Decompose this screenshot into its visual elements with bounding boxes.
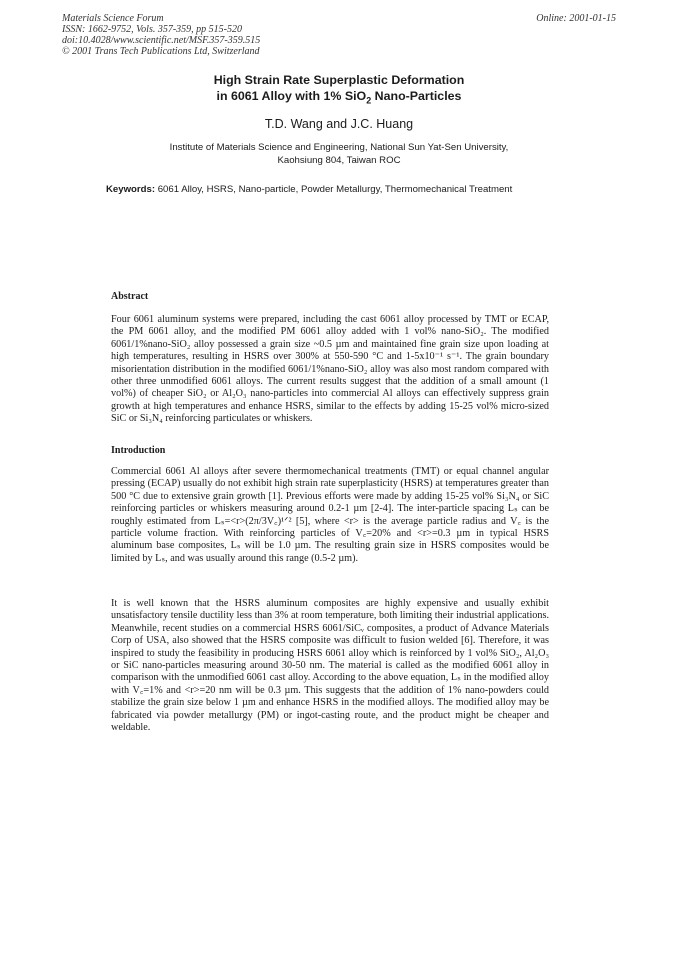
introduction-paragraph-2: It is well known that the HSRS aluminum composites are highly expensive and usually exhibit unsatisfactory tensile ductility less than 3% at room temperature, both limiting their industrial applications. Meanwhile, recent studies on a commercial HSRS 6061/SiCᵥ composites, a product of Advance Materials Corp of USA, also showed that the HSRS composite was difficult to fusion welded [6]. Therefore, it was inspired to study the feasibility in producing HSRS 6061 alloy which is reinforced by 1 vol% SiO₂, Al₂O₃ or SiC nano-particles measuring around 30-50 nm. The material is called as the modified 6061 alloy in comparison with the unmodified 6061 cast alloy. According to the above equation, Lₛ in the modified alloy with V꜀=1% and <r>=20 nm will be 0.3 µm. This suggests that the addition of 1% nano-powders could stabilize the grain size below 1 µm and enhance HSRS in the modified alloys. The modified alloy may be fabricated via powder metallurgy (PM) or ingot-casting route, and the product might be cheaper and weldable.	[111, 598, 549, 734]
journal-name: Materials Science Forum	[62, 13, 164, 24]
abstract-heading: Abstract	[111, 291, 149, 302]
issn-line: ISSN: 1662-9752, Vols. 357-359, pp 515-520	[62, 24, 242, 35]
paper-title	[0, 72, 678, 104]
journal-header	[62, 13, 260, 57]
affiliation	[0, 141, 678, 167]
keywords	[106, 184, 576, 195]
title-line-1: High Strain Rate Superplastic Deformation	[213, 73, 465, 87]
introduction-heading: Introduction	[111, 445, 166, 456]
introduction-paragraph-1: Commercial 6061 Al alloys after severe thermomechanical treatments (TMT) or equal channel angular pressing (ECAP) usually do not exhibit high strain rate superplasticity (HSRS) at temperatures greater than 500 °C due to extensive grain growth [1]. Previous efforts were made by adding 15-25 vol% Si₃N₄ or SiC reinforcing particles or whiskers measuring around 0.2-1 µm [2-4]. The inter-particle spacing Lₛ can be roughly estimated from Lₛ=<r>(2π/3V꜀)¹ᐟ² [5], where <r> is the average particle radius and V꜀ is the particle volume fraction. With reinforcing particles of V꜀=20% and <r>=0.3 µm in typical HSRS aluminum base composites, Lₛ will be 1.0 µm. The resulting grain size in HSRS composites would be limited by Lₛ, and was usually around this range (0.5-2 µm).	[111, 466, 549, 564]
keywords-label: Keywords:	[106, 184, 156, 195]
online-date: Online: 2001-01-15	[536, 13, 616, 24]
doi-line[interactable]: doi:10.4028/www.scientific.net/MSF.357-359.515	[62, 35, 261, 46]
keywords-text: 6061 Alloy, HSRS, Nano-particle, Powder Metallurgy, Thermomechanical Treatment	[155, 184, 513, 195]
copyright-line: © 2001 Trans Tech Publications Ltd, Switzerland	[62, 46, 260, 57]
abstract-text: Four 6061 aluminum systems were prepared, including the cast 6061 alloy processed by TMT or ECAP, the PM 6061 alloy, and the modified PM 6061 alloy added with 1 vol% nano-SiO₂. The modified 6061/1%nano-SiO₂ alloy possessed a grain size ~0.5 µm and maintained fine grain size upon loading at high temperatures, resulting in HSRS over 300% at 550-590 °C and 1-5x10⁻¹ s⁻¹. The grain boundary misorientation distribution in the modified 6061/1%nano-SiO₂ alloy was also most random compared with other three unmodified 6061 alloys. The current results suggest that the addition of a small amount (1 vol%) of cheaper SiO₂ or Al₂O₃ nano-particles into commercial Al alloys can effectively suppress grain growth at high temperatures and enhance HSRS, similar to the effects by adding 15-25 vol% micro-sized SiC or Si₃N₄ reinforcing particulates or whiskers.	[111, 314, 549, 425]
affiliation-line-1: Institute of Materials Science and Engineering, National Sun Yat-Sen University,	[169, 142, 509, 153]
title-line-2: in 6061 Alloy with 1% SiO$_2$ Nano-Particles	[216, 89, 462, 106]
affiliation-line-2: Kaohsiung 804, Taiwan ROC	[277, 155, 401, 166]
authors: T.D. Wang and J.C. Huang	[264, 117, 414, 131]
